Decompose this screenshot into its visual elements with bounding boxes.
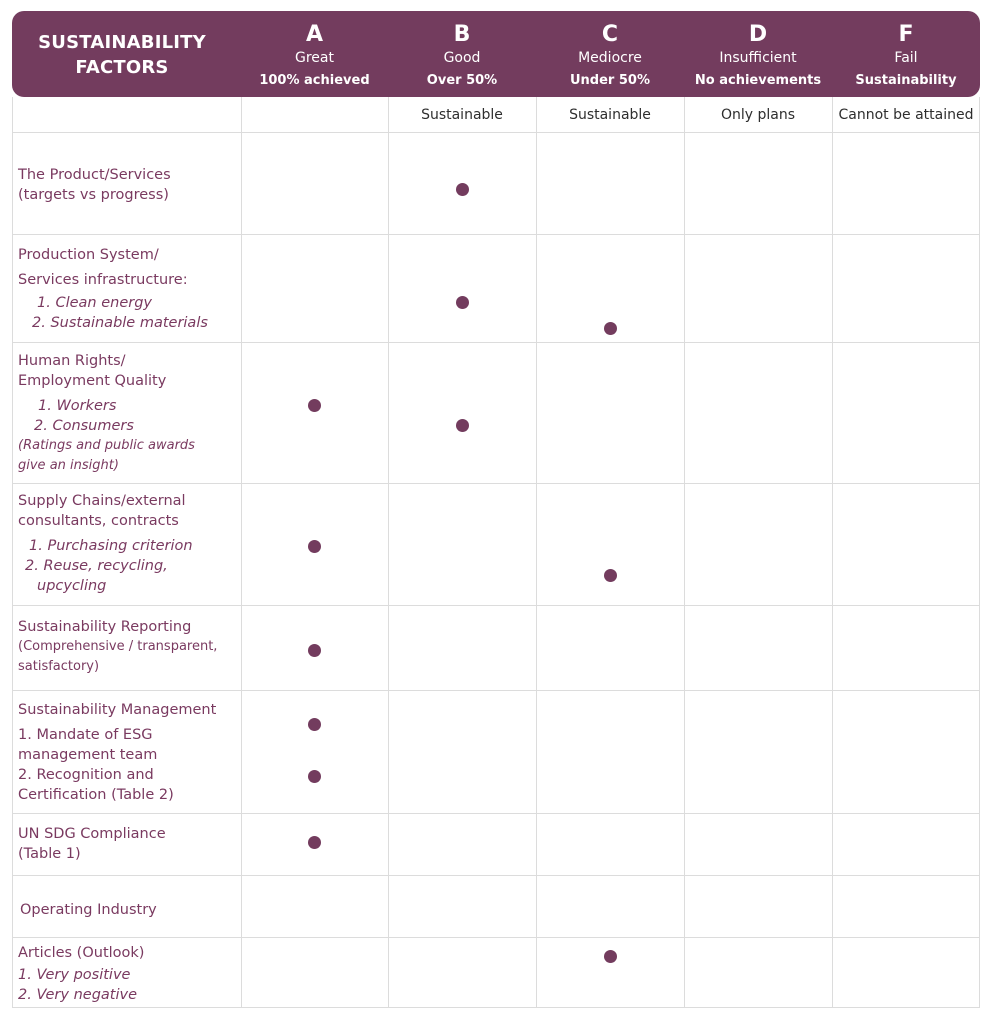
grade-letter: B [453, 22, 471, 47]
grade-word: Great [295, 50, 334, 66]
grade-header-b [388, 11, 536, 97]
rating-dot-grade-c [604, 569, 617, 582]
row-label-line: 2. Recognition and [18, 767, 154, 783]
row-label-sustainability-management [18, 700, 238, 805]
grade-detail: Over 50% [426, 73, 498, 88]
row-label-un-sdg [18, 824, 238, 864]
row-label-line: 1. Very positive [18, 967, 131, 983]
rating-dot-grade-a [308, 540, 321, 553]
table-header [12, 11, 980, 97]
row-label-sustainability-reporting [18, 617, 238, 677]
grid-line [12, 813, 980, 814]
grade-detail: No achievements [694, 73, 822, 88]
factors-title-line2: FACTORS [75, 57, 169, 78]
grade-word: Good [443, 50, 481, 66]
row-label-supply-chains [18, 491, 238, 596]
rating-dot-grade-a [308, 836, 321, 849]
row-label-line: 2. Very negative [18, 987, 138, 1003]
grade-detail: Under 50% [570, 73, 650, 88]
grid-line [12, 234, 980, 235]
factors-title-line1: SUSTAINABILITY [38, 32, 206, 53]
grid-line [12, 1007, 980, 1008]
row-label-line: 2. Reuse, recycling, [25, 558, 168, 574]
row-label-line: 1. Mandate of ESG [18, 727, 153, 743]
row-label-line: consultants, contracts [18, 513, 179, 529]
factors-title [12, 30, 232, 80]
row-label-line: Sustainability Reporting [18, 619, 192, 635]
grid-line [12, 132, 980, 133]
row-label-production-system [18, 243, 238, 333]
grid-line [12, 342, 980, 343]
grid-line [12, 690, 980, 691]
row-label-line: The Product/Services [18, 167, 171, 183]
row-label-line: 1. Clean energy [37, 295, 152, 311]
rating-dot-grade-c [604, 950, 617, 963]
rating-dot-grade-a [308, 770, 321, 783]
rating-dot-grade-c [604, 322, 617, 335]
row-label-line: upcycling [37, 578, 107, 594]
row-label-product-services [18, 165, 238, 205]
grade-header-c [536, 11, 684, 97]
rating-dot-grade-a [308, 399, 321, 412]
row-label-line: Operating Industry [20, 902, 157, 918]
row-label-line: 1. Purchasing criterion [29, 538, 193, 554]
grade-subheader-c: Sustainable [569, 107, 651, 123]
grade-header-f [832, 11, 980, 97]
rating-dot-grade-b [456, 183, 469, 196]
row-label-line: Articles (Outlook) [18, 945, 145, 961]
grid-line [12, 937, 980, 938]
row-label-line: Supply Chains/external [18, 493, 186, 509]
row-label-line: 2. Consumers [34, 418, 134, 434]
grid-line [12, 875, 980, 876]
grade-word: Fail [894, 50, 918, 66]
grade-letter: A [305, 22, 324, 47]
grid-line [12, 483, 980, 484]
grade-detail: 100% achieved [259, 73, 370, 88]
row-label-line: Employment Quality [18, 373, 167, 389]
grade-header-a [241, 11, 388, 97]
row-label-line: management team [18, 747, 158, 763]
row-label-line: Certification (Table 2) [18, 787, 174, 803]
row-label-line: 1. Workers [38, 398, 117, 414]
row-label-line: Human Rights/ [18, 353, 126, 369]
grade-detail: Sustainability [855, 73, 957, 88]
grade-word: Mediocre [578, 50, 642, 66]
row-label-line: (Ratings and public awards [18, 438, 195, 453]
row-label-line: give an insight) [18, 458, 119, 473]
grade-header-d [684, 11, 832, 97]
grade-letter: C [601, 22, 619, 47]
grade-letter: D [748, 22, 768, 47]
row-label-line: Sustainability Management [18, 702, 217, 718]
row-label-line: Services infrastructure: [18, 272, 188, 288]
rating-dot-grade-b [456, 419, 469, 432]
row-label-line: 2. Sustainable materials [32, 315, 208, 331]
row-label-articles [18, 943, 238, 1005]
grade-subheader-d: Only plans [720, 107, 796, 123]
rating-dot-grade-a [308, 644, 321, 657]
row-label-line: Production System/ [18, 247, 159, 263]
grade-subheader-b: Sustainable [421, 107, 503, 123]
grade-subheader-f: Cannot be attained [838, 107, 974, 123]
grade-letter: F [898, 22, 914, 47]
rating-dot-grade-a [308, 718, 321, 731]
rating-dot-grade-b [456, 296, 469, 309]
row-label-human-rights [18, 351, 238, 476]
row-label-line: (Comprehensive / transparent, [18, 639, 218, 654]
grade-word: Insufficient [719, 50, 797, 66]
grid-line [12, 605, 980, 606]
row-label-line: (Table 1) [18, 846, 81, 862]
row-label-line: satisfactory) [18, 659, 100, 674]
row-label-line: (targets vs progress) [18, 187, 169, 203]
row-label-operating-industry [20, 900, 240, 920]
row-label-line: UN SDG Compliance [18, 826, 166, 842]
